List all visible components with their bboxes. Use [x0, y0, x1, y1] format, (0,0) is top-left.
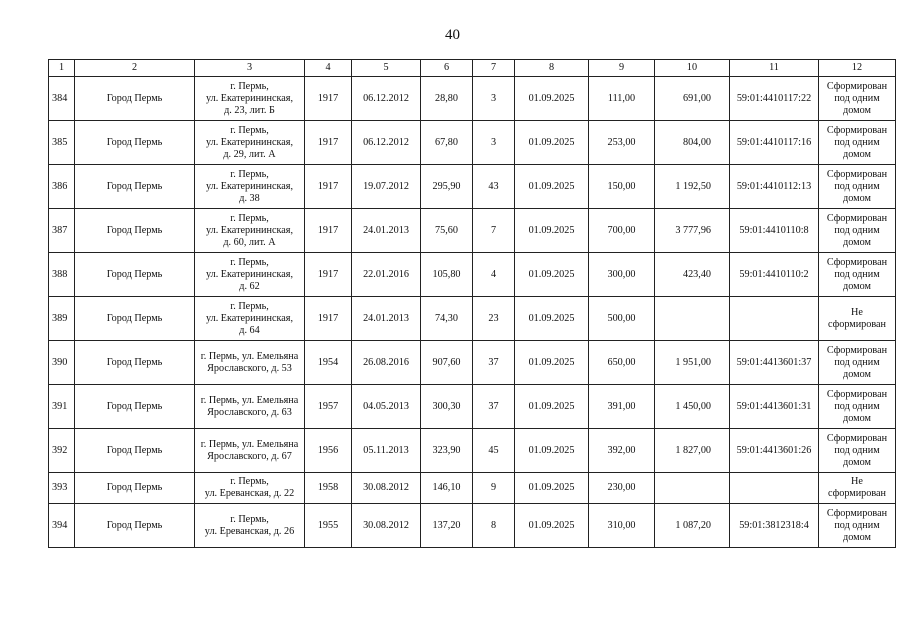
cell-c7: 8 [473, 504, 515, 548]
cell-line: д. 62 [239, 280, 260, 292]
cell-c11: 59:01:3812318:4 [730, 504, 819, 548]
cell-c5: 06.12.2012 [352, 121, 421, 165]
cell-c9: 700,00 [589, 209, 655, 253]
cell-c8: 01.09.2025 [515, 253, 589, 297]
cell-c8: 01.09.2025 [515, 341, 589, 385]
cell-line: Сформирован [826, 124, 888, 136]
cell-c6: 907,60 [421, 341, 473, 385]
cell-c6: 323,90 [421, 429, 473, 473]
cell-line: под одним [834, 519, 880, 531]
cell-c6: 67,80 [421, 121, 473, 165]
table-row [49, 209, 896, 253]
cell-c6: 137,20 [421, 504, 473, 548]
cell-line: ул. Ереванская, д. 22 [204, 488, 295, 499]
cell-c6: 300,30 [421, 385, 473, 429]
cell-line: Сформирован [826, 168, 888, 180]
cell-line: д. 38 [239, 192, 260, 204]
cell-c4: 1917 [305, 297, 352, 341]
cell-c8: 01.09.2025 [515, 504, 589, 548]
cell-c1: 387 [49, 209, 75, 253]
cell-c3 [195, 429, 305, 473]
cell-line: ул. Екатерининская, [205, 92, 294, 104]
cell-c7: 7 [473, 209, 515, 253]
cell-c1: 392 [49, 429, 75, 473]
cell-c12 [819, 297, 896, 341]
cell-line: д. 60, лит. А [223, 236, 276, 248]
cell-c12 [819, 77, 896, 121]
cell-c5: 22.01.2016 [352, 253, 421, 297]
cell-line: Ярославского, д. 67 [207, 450, 292, 462]
cell-line: под одним [834, 444, 880, 456]
cell-c2: Город Пермь [75, 297, 195, 341]
column-header-12: 12 [819, 60, 896, 77]
cell-line: Не [851, 306, 863, 318]
cell-c4: 1917 [305, 209, 352, 253]
cell-c7: 4 [473, 253, 515, 297]
column-header-11: 11 [730, 60, 819, 77]
cell-c12 [819, 253, 896, 297]
column-header-2: 2 [75, 60, 195, 77]
cell-line: домом [843, 412, 871, 424]
cell-line: д. 29, лит. А [223, 148, 276, 160]
cell-c1: 391 [49, 385, 75, 429]
cell-c7: 37 [473, 341, 515, 385]
column-header-8: 8 [515, 60, 589, 77]
cell-c12 [819, 165, 896, 209]
cell-c9: 150,00 [589, 165, 655, 209]
cell-c7: 3 [473, 121, 515, 165]
cell-line: Сформирован [826, 388, 888, 400]
cell-line: г. Пермь, [230, 212, 269, 224]
cell-c9: 500,00 [589, 297, 655, 341]
cell-c7: 37 [473, 385, 515, 429]
cell-line: Ярославского, д. 53 [207, 362, 292, 374]
cell-c7: 43 [473, 165, 515, 209]
cell-line: г. Пермь, ул. Емельяна [200, 438, 299, 450]
cell-c3 [195, 504, 305, 548]
cell-c5: 19.07.2012 [352, 165, 421, 209]
cell-line: г. Пермь, [230, 513, 269, 525]
cell-c5: 30.08.2012 [352, 473, 421, 504]
cell-line: Сформирован [826, 256, 888, 268]
cell-line: Ярославского, д. 63 [207, 406, 292, 418]
cell-c11: 59:01:4413601:26 [730, 429, 819, 473]
cell-c8: 01.09.2025 [515, 297, 589, 341]
cell-c10 [655, 473, 730, 504]
cell-line: ул. Екатерининская, [205, 180, 294, 192]
cell-line: Не [851, 476, 863, 487]
cell-line: г. Пермь, ул. Емельяна [200, 394, 299, 406]
cell-c3 [195, 473, 305, 504]
cell-line: домом [843, 531, 871, 543]
cell-line: ул. Ереванская, д. 26 [204, 525, 295, 537]
cell-line: г. Пермь, [230, 300, 269, 312]
cell-line: ул. Екатерининская, [205, 224, 294, 236]
cell-c9: 392,00 [589, 429, 655, 473]
table-body [49, 77, 896, 548]
cell-c12 [819, 341, 896, 385]
cell-line: под одним [834, 180, 880, 192]
cell-c6: 295,90 [421, 165, 473, 209]
header-row [49, 60, 896, 77]
cell-line: Сформирован [826, 80, 888, 92]
cell-c11: 59:01:4413601:31 [730, 385, 819, 429]
cell-line: домом [843, 104, 871, 116]
cell-c2: Город Пермь [75, 253, 195, 297]
cell-c8: 01.09.2025 [515, 429, 589, 473]
cell-c8: 01.09.2025 [515, 209, 589, 253]
cell-c10 [655, 297, 730, 341]
cell-c12 [819, 473, 896, 504]
cell-line: г. Пермь, [230, 168, 269, 180]
cell-c12 [819, 429, 896, 473]
cell-c4: 1955 [305, 504, 352, 548]
cell-c11 [730, 297, 819, 341]
cell-c6: 28,80 [421, 77, 473, 121]
column-header-4: 4 [305, 60, 352, 77]
cell-c11: 59:01:4410117:16 [730, 121, 819, 165]
cell-line: д. 23, лит. Б [224, 104, 275, 116]
cell-line: под одним [834, 224, 880, 236]
cell-line: под одним [834, 92, 880, 104]
cell-c12 [819, 504, 896, 548]
table-row [49, 77, 896, 121]
table-row [49, 165, 896, 209]
cell-c4: 1917 [305, 121, 352, 165]
cell-c2: Город Пермь [75, 341, 195, 385]
table-row [49, 385, 896, 429]
cell-line: ул. Екатерининская, [205, 136, 294, 148]
cell-c10: 691,00 [655, 77, 730, 121]
cell-c3 [195, 297, 305, 341]
cell-c2: Город Пермь [75, 77, 195, 121]
cell-c1: 394 [49, 504, 75, 548]
cell-line: домом [843, 368, 871, 380]
cell-c6: 74,30 [421, 297, 473, 341]
cell-c10: 3 777,96 [655, 209, 730, 253]
cell-c2: Город Пермь [75, 429, 195, 473]
cell-c3 [195, 253, 305, 297]
cell-c6: 75,60 [421, 209, 473, 253]
cell-c9: 391,00 [589, 385, 655, 429]
cell-c12 [819, 385, 896, 429]
cell-c2: Город Пермь [75, 504, 195, 548]
cell-c5: 05.11.2013 [352, 429, 421, 473]
cell-line: сформирован [827, 488, 887, 499]
cell-line: домом [843, 236, 871, 248]
cell-c3 [195, 77, 305, 121]
cell-c10: 1 192,50 [655, 165, 730, 209]
cell-line: домом [843, 148, 871, 160]
cell-c8: 01.09.2025 [515, 77, 589, 121]
cell-c4: 1956 [305, 429, 352, 473]
cell-c4: 1957 [305, 385, 352, 429]
cell-c8: 01.09.2025 [515, 121, 589, 165]
cell-line: Сформирован [826, 344, 888, 356]
cell-c5: 24.01.2013 [352, 209, 421, 253]
cell-c2: Город Пермь [75, 209, 195, 253]
cell-c11: 59:01:4413601:37 [730, 341, 819, 385]
cell-c2: Город Пермь [75, 385, 195, 429]
cell-c10: 1 951,00 [655, 341, 730, 385]
cell-line: Сформирован [826, 432, 888, 444]
column-header-3: 3 [195, 60, 305, 77]
cell-c9: 111,00 [589, 77, 655, 121]
cell-line: под одним [834, 400, 880, 412]
cell-c5: 06.12.2012 [352, 77, 421, 121]
cell-c5: 26.08.2016 [352, 341, 421, 385]
table-row [49, 297, 896, 341]
cell-c5: 30.08.2012 [352, 504, 421, 548]
cell-c1: 384 [49, 77, 75, 121]
cell-c10: 804,00 [655, 121, 730, 165]
cell-c1: 388 [49, 253, 75, 297]
cell-c4: 1917 [305, 77, 352, 121]
cell-c9: 253,00 [589, 121, 655, 165]
column-header-1: 1 [49, 60, 75, 77]
cell-c11: 59:01:4410110:8 [730, 209, 819, 253]
table-row [49, 253, 896, 297]
cell-c2: Город Пермь [75, 121, 195, 165]
cell-line: домом [843, 192, 871, 204]
cell-c3 [195, 209, 305, 253]
cell-c2: Город Пермь [75, 473, 195, 504]
cell-line: сформирован [827, 318, 887, 330]
cell-line: домом [843, 456, 871, 468]
housing-table [48, 59, 896, 548]
cell-c12 [819, 209, 896, 253]
cell-c1: 393 [49, 473, 75, 504]
cell-line: Сформирован [826, 507, 888, 519]
cell-c8: 01.09.2025 [515, 385, 589, 429]
cell-line: Сформирован [826, 212, 888, 224]
cell-c3 [195, 385, 305, 429]
column-header-6: 6 [421, 60, 473, 77]
cell-c11: 59:01:4410112:13 [730, 165, 819, 209]
cell-line: под одним [834, 136, 880, 148]
cell-line: д. 64 [239, 324, 260, 336]
cell-c11: 59:01:4410110:2 [730, 253, 819, 297]
table-row [49, 429, 896, 473]
cell-c7: 45 [473, 429, 515, 473]
column-header-9: 9 [589, 60, 655, 77]
table-row [49, 473, 896, 504]
cell-c4: 1917 [305, 165, 352, 209]
column-header-5: 5 [352, 60, 421, 77]
cell-c8: 01.09.2025 [515, 473, 589, 504]
column-header-7: 7 [473, 60, 515, 77]
cell-c1: 390 [49, 341, 75, 385]
cell-c10: 1 450,00 [655, 385, 730, 429]
column-header-10: 10 [655, 60, 730, 77]
cell-c7: 23 [473, 297, 515, 341]
page-number: 40 [445, 27, 460, 43]
cell-line: г. Пермь, ул. Емельяна [200, 350, 299, 362]
cell-c10: 1 087,20 [655, 504, 730, 548]
cell-c4: 1917 [305, 253, 352, 297]
cell-line: ул. Екатерининская, [205, 312, 294, 324]
cell-c1: 385 [49, 121, 75, 165]
cell-c3 [195, 341, 305, 385]
cell-c1: 389 [49, 297, 75, 341]
cell-line: ул. Екатерининская, [205, 268, 294, 280]
cell-c2: Город Пермь [75, 165, 195, 209]
table-row [49, 341, 896, 385]
cell-c6: 105,80 [421, 253, 473, 297]
cell-c4: 1958 [305, 473, 352, 504]
cell-c1: 386 [49, 165, 75, 209]
cell-line: г. Пермь, [230, 80, 269, 92]
cell-line: под одним [834, 356, 880, 368]
cell-line: г. Пермь, [230, 124, 269, 136]
cell-c9: 650,00 [589, 341, 655, 385]
table-row [49, 504, 896, 548]
cell-c5: 04.05.2013 [352, 385, 421, 429]
cell-c9: 230,00 [589, 473, 655, 504]
cell-c6: 146,10 [421, 473, 473, 504]
cell-c10: 1 827,00 [655, 429, 730, 473]
cell-c12 [819, 121, 896, 165]
cell-c8: 01.09.2025 [515, 165, 589, 209]
cell-line: г. Пермь, [230, 256, 269, 268]
cell-c4: 1954 [305, 341, 352, 385]
cell-c7: 3 [473, 77, 515, 121]
cell-c9: 310,00 [589, 504, 655, 548]
cell-c11: 59:01:4410117:22 [730, 77, 819, 121]
cell-c9: 300,00 [589, 253, 655, 297]
cell-c7: 9 [473, 473, 515, 504]
cell-line: г. Пермь, [230, 476, 269, 487]
cell-line: домом [843, 280, 871, 292]
cell-line: под одним [834, 268, 880, 280]
cell-c3 [195, 165, 305, 209]
cell-c11 [730, 473, 819, 504]
table-row [49, 121, 896, 165]
cell-c10: 423,40 [655, 253, 730, 297]
cell-c5: 24.01.2013 [352, 297, 421, 341]
cell-c3 [195, 121, 305, 165]
